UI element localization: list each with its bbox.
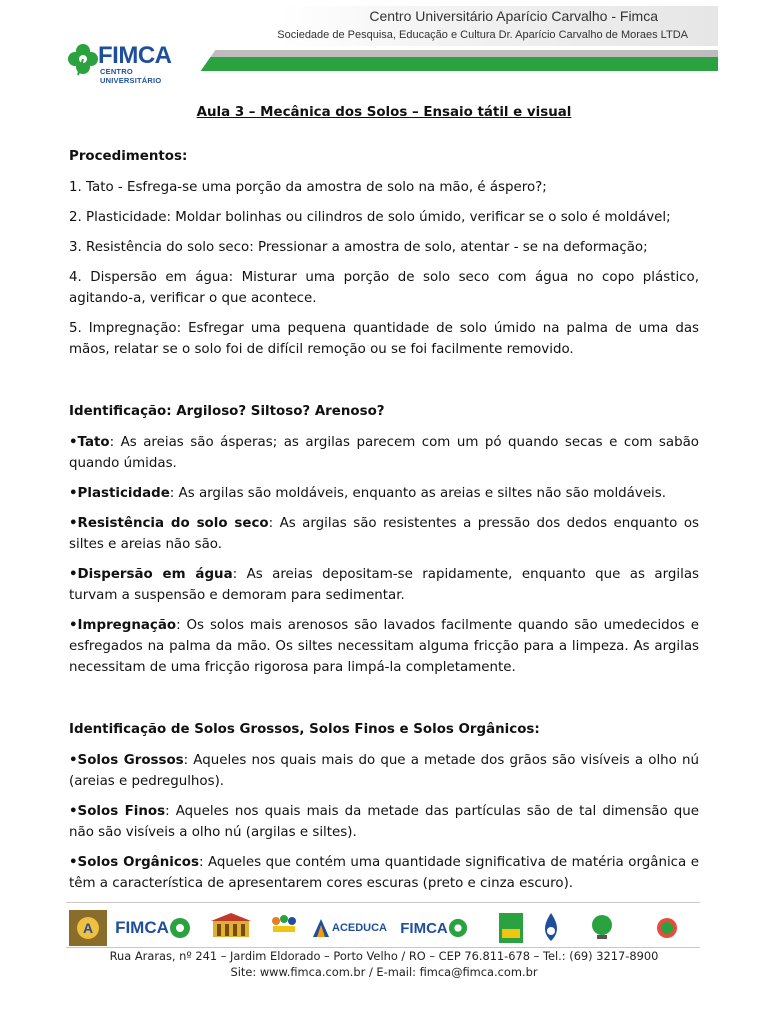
footer-rule-top xyxy=(66,902,700,903)
item-term: •Solos Grossos xyxy=(69,753,184,768)
procedure-item: 2. Plasticidade: Moldar bolinhas ou cilindros de solo úmido, verificar se o solo é moldável; xyxy=(69,210,671,225)
aparicio-logo-icon xyxy=(69,910,107,946)
procedures-heading: Procedimentos: xyxy=(69,149,188,164)
logo-subtitle: CENTRO UNIVERSITÁRIO xyxy=(100,67,162,85)
footer-contact xyxy=(0,948,768,980)
identification-heading: Identificação: Argiloso? Siltoso? Arenoso? xyxy=(69,404,385,419)
svg-text:A: A xyxy=(82,920,94,936)
item-text: : As areias depositam-se rapidamente, enquanto que as argilas turvam a suspensão e demoram para sedimentar. xyxy=(69,567,699,603)
footer-logo-text: FIMCA xyxy=(400,919,448,937)
footer-address: Rua Araras, nº 241 – Jardim Eldorado – Porto Velho / RO – CEP 76.811-678 – Tel.: (69) 3217-8900 xyxy=(109,949,659,963)
item-term: •Plasticidade xyxy=(69,486,170,501)
identification-item xyxy=(69,432,699,474)
identification-item xyxy=(69,564,699,606)
institution-name: Centro Universitário Aparício Carvalho - Fimca xyxy=(369,8,658,24)
procedure-item: 5. Impregnação: Esfregar uma pequena quantidade de solo úmido na palma de uma das mãos, relatar se o solo foi de difícil remoção ou se foi facilmente removido. xyxy=(69,321,699,357)
header-gray-bar xyxy=(198,50,718,57)
procedure-item: 1. Tato - Esfrega-se uma porção da amostra de solo na mão, é áspero?; xyxy=(69,180,547,195)
aparicio-logo xyxy=(68,908,108,948)
item-term: •Tato xyxy=(69,435,110,450)
aceduca-text: ACEDUCA xyxy=(332,922,387,934)
clover-icon xyxy=(448,918,468,938)
people-icon xyxy=(267,913,301,943)
item-term: •Resistência do solo seco xyxy=(69,516,269,531)
soil-type-item xyxy=(69,852,699,894)
society-name: Sociedade de Pesquisa, Educação e Cultura Dr. Aparício Carvalho de Moraes LTDA xyxy=(277,29,688,41)
item-text: : Aqueles nos quais mais do que a metade dos grãos são visíveis a olho nú (areias e pedregulhos). xyxy=(69,753,699,789)
page-header xyxy=(0,0,768,90)
item-term: •Impregnação xyxy=(69,618,177,633)
document-body xyxy=(69,102,699,903)
hospital-veterinario-logo xyxy=(636,908,698,948)
document-title: Aula 3 – Mecânica dos Solos – Ensaio tátil e visual xyxy=(196,105,572,120)
identification-item xyxy=(69,615,699,678)
item-term: •Dispersão em água xyxy=(69,567,233,582)
building-icon xyxy=(209,913,253,943)
fimca-footer-logo xyxy=(114,908,192,948)
footer-site: Site: www.fimca.com.br / E-mail: fimca@fimca.com.br xyxy=(230,965,538,979)
identification-item xyxy=(69,513,699,555)
procedure-item: 3. Resistência do solo seco: Pressionar a amostra de solo, atentar - se na deformação; xyxy=(69,240,648,255)
rondonia-logo xyxy=(208,908,254,948)
clover-icon xyxy=(169,917,191,939)
tv-icon xyxy=(589,913,615,943)
item-text: : As areias são ásperas; as argilas parecem com um pó quando secas e com sabão quando úmidas. xyxy=(69,435,699,471)
logo-brand: FIMCA xyxy=(98,42,172,69)
item-text: : As argilas são resistentes a pressão dos dedos enquanto os siltes e areias não são. xyxy=(69,516,699,552)
identification-item xyxy=(69,483,699,504)
badge-icon xyxy=(497,911,525,945)
soil-type-item xyxy=(69,801,699,843)
fimca-vilhena-logo xyxy=(398,908,470,948)
item-term: •Solos Finos xyxy=(69,804,166,819)
unicentro-logo xyxy=(536,908,566,948)
fimca-badge-logo xyxy=(496,908,526,948)
aceduca-logo xyxy=(312,908,388,948)
item-text: : As argilas são moldáveis, enquanto as areias e siltes não são moldáveis. xyxy=(169,486,667,501)
partner-logos xyxy=(66,908,700,948)
aceduca-icon xyxy=(313,919,329,937)
item-text: : Os solos mais arenosos são lavados facilmente quando são umedecidos e esfregados na palma da mão. Os siltes necessitam alguma fricção para a limpeza. As argilas necessitam de uma fricção rigorosa para limpá-la completamente. xyxy=(69,618,699,675)
header-green-bar xyxy=(198,57,718,71)
soil-types-heading: Identificação de Solos Grossos, Solos Finos e Solos Orgânicos: xyxy=(69,722,540,737)
item-term: •Solos Orgânicos xyxy=(69,855,199,870)
soil-type-item xyxy=(69,750,699,792)
tv-porto-velho-logo xyxy=(574,908,630,948)
footer-logo-text: FIMCA xyxy=(115,918,169,937)
drop-icon xyxy=(539,911,563,945)
procedure-item: 4. Dispersão em água: Misturar uma porção de solo seco com água no copo plástico, agitando-a, verificar o que acontece. xyxy=(69,270,699,306)
item-text: : Aqueles que contém uma quantidade significativa de matéria orgânica e têm a característica de apresentarem cores escuras (preto e cinza escuro). xyxy=(69,855,699,891)
item-text: : Aqueles nos quais mais da metade das partículas são de tal dimensão que não são visíveis a olho nú (argilas e siltes). xyxy=(69,804,700,840)
clover-icon xyxy=(66,42,100,76)
paw-icon xyxy=(656,917,678,939)
aparicio-carvalho-logo xyxy=(264,908,304,948)
fimca-logo xyxy=(66,42,186,85)
